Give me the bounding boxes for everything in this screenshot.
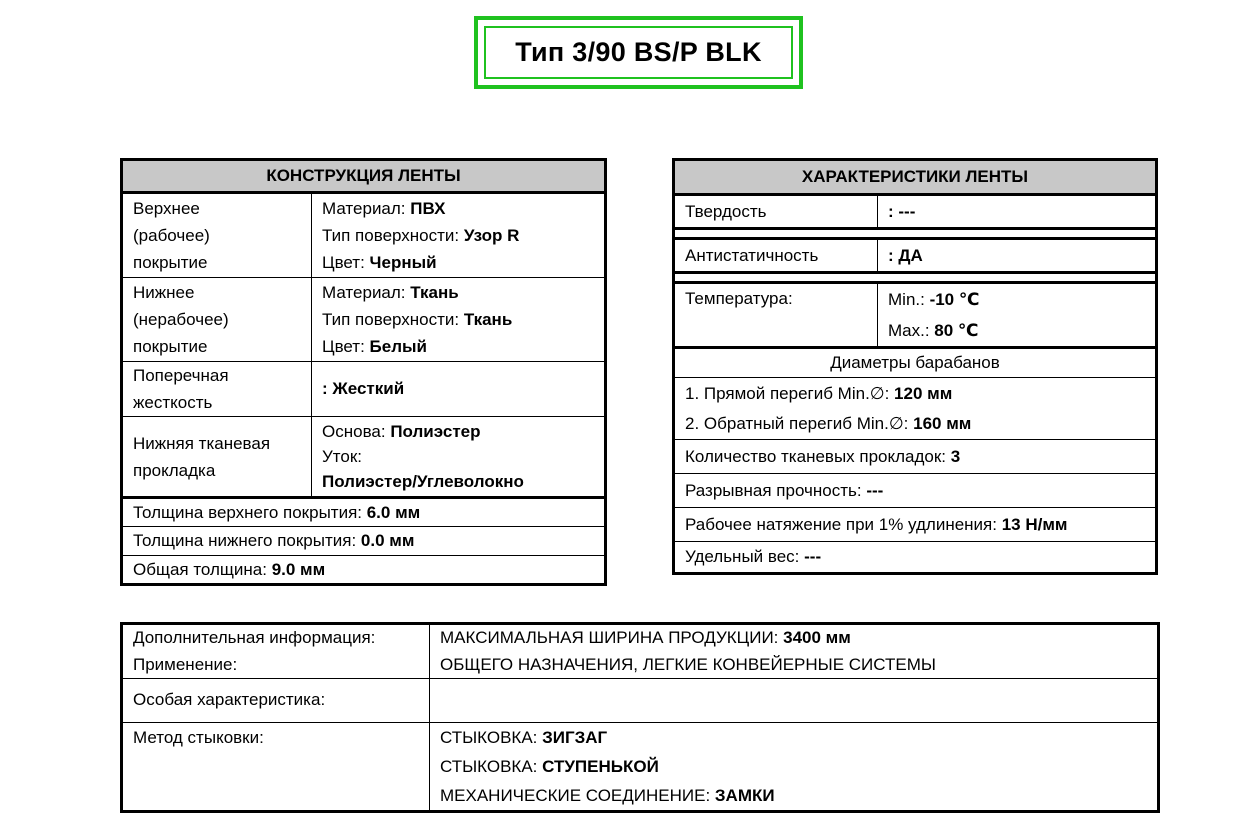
- plies-row: Количество тканевых прокладок: 3: [674, 440, 1157, 474]
- splice-item: СТЫКОВКА: СТУПЕНЬКОЙ: [440, 756, 659, 776]
- info-value: МАКСИМАЛЬНАЯ ШИРИНА ПРОДУКЦИИ: 3400 мм: [430, 624, 1159, 652]
- construction-table: [120, 158, 607, 586]
- construction-header: КОНСТРУКЦИЯ ЛЕНТЫ: [122, 160, 606, 193]
- temperature-label: Температура:: [674, 283, 878, 348]
- tension-row: Рабочее натяжение при 1% удлинения: 13 Н/мм: [674, 508, 1157, 542]
- top-cover-surface: Тип поверхности: Узор R: [322, 226, 520, 245]
- antistatic-value: : ДА: [878, 239, 1157, 273]
- bottom-thickness-row: Толщина нижнего покрытия: 0.0 мм: [122, 527, 606, 556]
- ply-warp: Основа: Полиэстер: [322, 421, 481, 441]
- splice-values: [430, 722, 1159, 811]
- product-title: Тип 3/90 BS/P BLK: [484, 26, 793, 79]
- breaking-row: Разрывная прочность: ---: [674, 474, 1157, 508]
- hardness-value: : ---: [878, 195, 1157, 229]
- bottom-cover-material: Материал: Ткань: [322, 283, 459, 302]
- hardness-label: Твердость: [674, 195, 878, 229]
- transverse-label: Поперечная жесткость: [122, 362, 312, 417]
- bottom-cover-surface: Тип поверхности: Ткань: [322, 310, 513, 329]
- special-label: Особая характеристика:: [122, 678, 430, 722]
- weight-row: Удельный вес: ---: [674, 542, 1157, 574]
- bottom-cover-values: [312, 278, 606, 362]
- temp-max: Max.: 80 ℃: [888, 321, 979, 340]
- top-thickness-row: Толщина верхнего покрытия: 6.0 мм: [122, 498, 606, 527]
- top-cover-label: Верхнее (рабочее) покрытие: [122, 193, 312, 278]
- top-cover-color: Цвет: Черный: [322, 253, 437, 272]
- drum-reverse: 2. Обратный перегиб Min.∅: 160 мм: [685, 413, 972, 433]
- application-value: ОБЩЕГО НАЗНАЧЕНИЯ, ЛЕГКИЕ КОНВЕЙЕРНЫЕ СИСТЕМЫ: [430, 652, 1159, 679]
- splice-item: СТЫКОВКА: ЗИГЗАГ: [440, 727, 608, 747]
- ply-weft-label: Уток:: [322, 446, 363, 466]
- title-frame: [474, 16, 803, 89]
- characteristics-header: ХАРАКТЕРИСТИКИ ЛЕНТЫ: [674, 160, 1157, 195]
- antistatic-label: Антистатичность: [674, 239, 878, 273]
- info-label: Дополнительная информация:: [122, 624, 430, 652]
- drums-header: Диаметры барабанов: [674, 348, 1157, 378]
- characteristics-table: [672, 158, 1158, 575]
- top-cover-values: [312, 193, 606, 278]
- top-cover-material: Материал: ПВХ: [322, 199, 446, 218]
- transverse-value: : Жесткий: [312, 362, 606, 417]
- bottom-cover-color: Цвет: Белый: [322, 337, 427, 356]
- total-thickness-row: Общая толщина: 9.0 мм: [122, 556, 606, 585]
- drum-diameters: [674, 378, 1157, 440]
- temp-min: Min.: -10 ℃: [888, 290, 980, 309]
- ply-values: [312, 417, 606, 498]
- splice-item: МЕХАНИЧЕСКИЕ СОЕДИНЕНИЕ: ЗАМКИ: [440, 785, 775, 805]
- special-value: [430, 678, 1159, 722]
- application-label: Применение:: [122, 652, 430, 679]
- drum-direct: 1. Прямой перегиб Min.∅: 120 мм: [685, 383, 953, 403]
- splice-label: Метод стыковки:: [122, 722, 430, 811]
- bottom-cover-label: Нижнее (нерабочее) покрытие: [122, 278, 312, 362]
- ply-weft: Полиэстер/Углеволокно: [322, 471, 524, 491]
- temperature-values: [878, 283, 1157, 348]
- ply-label: Нижняя тканевая прокладка: [122, 417, 312, 498]
- additional-table: [120, 622, 1160, 813]
